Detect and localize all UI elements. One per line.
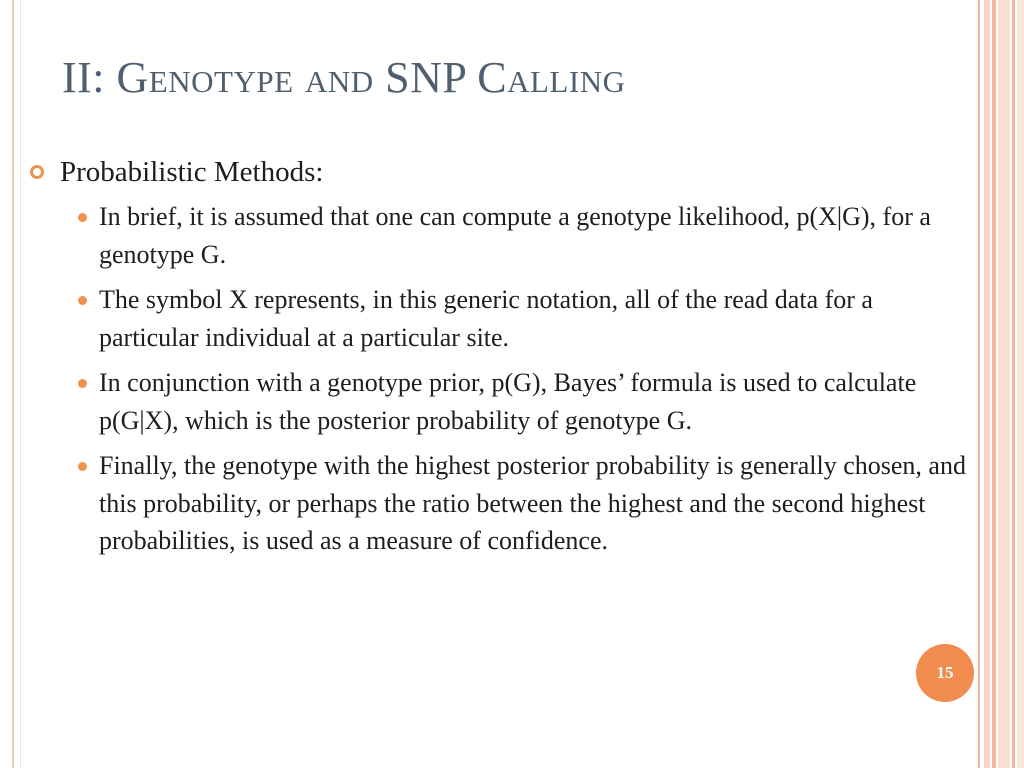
- right-border-stripe: [998, 0, 1010, 768]
- bullet-level1: [30, 152, 970, 192]
- dot-bullet-icon: [78, 462, 87, 471]
- sub-bullet-text: In brief, it is assumed that one can compute a genotype likelihood, p(X|G), for a genotype G.: [99, 202, 931, 269]
- right-border-stripe: [984, 0, 990, 768]
- left-border-line-inner: [20, 0, 21, 768]
- sub-bullet-item: [78, 447, 970, 560]
- sub-bullet-item: [78, 281, 970, 356]
- slide-content: [30, 152, 970, 568]
- sub-bullet-item: [78, 198, 970, 273]
- right-border-stripe: [1017, 0, 1024, 768]
- dot-bullet-icon: [78, 379, 87, 388]
- dot-bullet-icon: [78, 296, 87, 305]
- right-border-stripe: [1012, 0, 1015, 768]
- sub-bullet-text: Finally, the genotype with the highest posterior probability is generally chosen, and this probability, or perhaps the ratio between the highest and the second highest probabilities, is used as a measure of confidence.: [99, 451, 966, 555]
- slide-title: II: Genotype and SNP Calling: [62, 53, 626, 102]
- page-number: 15: [936, 663, 954, 682]
- sub-bullet-text: In conjunction with a genotype prior, p(G), Bayes’ formula is used to calculate p(G|X), which is the posterior probability of genotype G.: [99, 368, 917, 435]
- left-border-line: [12, 0, 14, 768]
- sub-bullet-item: [78, 364, 970, 439]
- sub-bullet-list: [78, 198, 970, 560]
- right-border-stripe: [992, 0, 996, 768]
- bullet-heading: Probabilistic Methods:: [60, 156, 324, 188]
- dot-bullet-icon: [78, 213, 87, 222]
- right-border-stripe: [978, 0, 980, 768]
- page-number-badge: [916, 644, 974, 702]
- ring-bullet-icon: [30, 165, 44, 179]
- sub-bullet-text: The symbol X represents, in this generic notation, all of the read data for a particular individual at a particular site.: [99, 285, 873, 352]
